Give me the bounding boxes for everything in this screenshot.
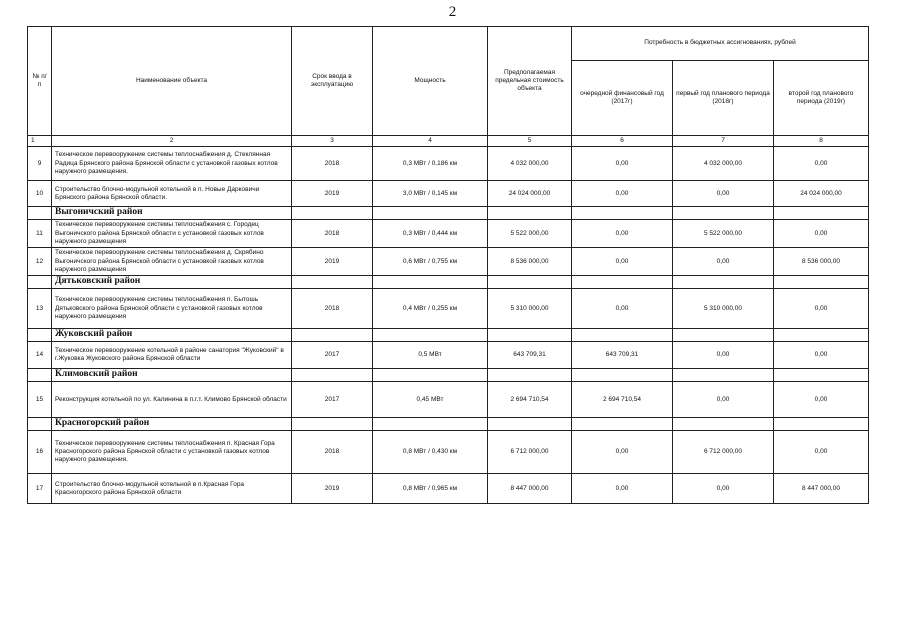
- commission-year: 2018: [292, 289, 373, 329]
- cost: 6 712 000,00: [488, 431, 572, 474]
- cost: 4 032 000,00: [488, 147, 572, 181]
- column-number: 3: [292, 136, 373, 147]
- commission-year: 2019: [292, 474, 373, 504]
- header-year-2017: очередной финансовый год (2017г): [572, 61, 673, 136]
- header-year-2019: второй год планового периода (2019г): [774, 61, 869, 136]
- object-name: Техническое перевооружение котельной в районе санатория "Жуковский" в г.Жуковка Жуковского района Брянской области: [52, 342, 292, 369]
- commission-year: 2019: [292, 248, 373, 276]
- budget-2018: 0,00: [673, 248, 774, 276]
- table-row: [28, 181, 869, 207]
- budget-2017: 0,00: [572, 431, 673, 474]
- budget-2019: 0,00: [774, 289, 869, 329]
- capacity: 0,3 МВт / 0,444 км: [373, 220, 488, 248]
- district-name: Жуковский район: [52, 329, 292, 342]
- table-row: [28, 220, 869, 248]
- budget-2018: 0,00: [673, 181, 774, 207]
- header-num: № п/п: [28, 27, 52, 136]
- commission-year: 2018: [292, 431, 373, 474]
- budget-2019: 0,00: [774, 220, 869, 248]
- column-number: 6: [572, 136, 673, 147]
- column-number: 2: [52, 136, 292, 147]
- cost: 5 522 000,00: [488, 220, 572, 248]
- table-row: [28, 342, 869, 369]
- object-name: Реконструкция котельной по ул. Калинина в п.г.т. Климово Брянской области: [52, 382, 292, 418]
- object-name: Техническое перевооружение системы теплоснабжения п. Красная Гора Красногорского района Брянской области с установкой газовых котлов наружного размещения.: [52, 431, 292, 474]
- capacity: 0,4 МВт / 0,255 км: [373, 289, 488, 329]
- budget-2017: 0,00: [572, 220, 673, 248]
- row-number: 15: [28, 382, 52, 418]
- district-name: Выгоничский район: [52, 207, 292, 220]
- row-number: 9: [28, 147, 52, 181]
- header-power: Мощность: [373, 27, 488, 136]
- budget-table: [27, 26, 869, 504]
- district-row: [28, 369, 869, 382]
- column-numbers-row: [28, 136, 869, 147]
- header-cost: Предполагаемая предельная стоимость объекта: [488, 27, 572, 136]
- district-row: [28, 207, 869, 220]
- budget-2019: 0,00: [774, 382, 869, 418]
- page-number: 2: [448, 4, 457, 20]
- cost: 8 536 000,00: [488, 248, 572, 276]
- object-name: Строительство блочно-модульной котельной в п. Новые Дарковичи Брянского района Брянской области.: [52, 181, 292, 207]
- capacity: 0,8 МВт / 0,430 км: [373, 431, 488, 474]
- budget-2018: 6 712 000,00: [673, 431, 774, 474]
- column-number: 7: [673, 136, 774, 147]
- object-name: Строительство блочно-модульной котельной в п.Красная Гора Красногорского района Брянской области: [52, 474, 292, 504]
- district-name: Климовский район: [52, 369, 292, 382]
- district-row: [28, 276, 869, 289]
- cost: 5 310 000,00: [488, 289, 572, 329]
- commission-year: 2018: [292, 147, 373, 181]
- budget-2019: 8 447 000,00: [774, 474, 869, 504]
- budget-2019: 0,00: [774, 342, 869, 369]
- capacity: 0,45 МВт: [373, 382, 488, 418]
- capacity: 0,5 МВт: [373, 342, 488, 369]
- table-row: [28, 248, 869, 276]
- commission-year: 2017: [292, 382, 373, 418]
- row-number: 10: [28, 181, 52, 207]
- capacity: 3,0 МВт / 0,145 км: [373, 181, 488, 207]
- budget-2017: 0,00: [572, 289, 673, 329]
- object-name: Техническое перевооружение системы теплоснабжения с. Городец Выгоничского района Брянской области с установкой газовых котлов наружного размещения: [52, 220, 292, 248]
- budget-2017: 2 694 710,54: [572, 382, 673, 418]
- table-row: [28, 431, 869, 474]
- capacity: 0,6 МВт / 0,755 км: [373, 248, 488, 276]
- row-number: 17: [28, 474, 52, 504]
- header-budget-group: Потребность в бюджетных ассигнованиях, рублей: [572, 27, 869, 61]
- district-name: Дятьковский район: [52, 276, 292, 289]
- budget-2018: 0,00: [673, 382, 774, 418]
- row-number: 16: [28, 431, 52, 474]
- budget-2017: 643 709,31: [572, 342, 673, 369]
- commission-year: 2018: [292, 220, 373, 248]
- capacity: 0,3 МВт / 0,186 км: [373, 147, 488, 181]
- table-row: [28, 289, 869, 329]
- district-row: [28, 418, 869, 431]
- object-name: Техническое перевооружение системы теплоснабжения п. Бытошь Дятьковского района Брянской области с установкой газовых котлов наружного размещения: [52, 289, 292, 329]
- table-row: [28, 474, 869, 504]
- object-name: Техническое перевооружение системы теплоснабжения д. Стеклянная Радица Брянского района Брянской области с установкой газовых котлов наружного размещения.: [52, 147, 292, 181]
- budget-2017: 0,00: [572, 248, 673, 276]
- district-name: Красногорский район: [52, 418, 292, 431]
- header-name: Наименование объекта: [52, 27, 292, 136]
- budget-2019: 8 536 000,00: [774, 248, 869, 276]
- cost: 2 694 710,54: [488, 382, 572, 418]
- column-number: 1: [28, 136, 52, 147]
- table-row: [28, 382, 869, 418]
- object-name: Техническое перевооружение системы теплоснабжения д. Скрябино Выгоничского района Брянской области с установкой газовых котлов наружного размещения: [52, 248, 292, 276]
- column-number: 8: [774, 136, 869, 147]
- district-row: [28, 329, 869, 342]
- budget-2019: 0,00: [774, 431, 869, 474]
- row-number: 13: [28, 289, 52, 329]
- row-number: 12: [28, 248, 52, 276]
- header-date: Срок ввода в эксплуатацию: [292, 27, 373, 136]
- column-number: 5: [488, 136, 572, 147]
- header-year-2018: первый год планового периода (2018г): [673, 61, 774, 136]
- commission-year: 2019: [292, 181, 373, 207]
- cost: 8 447 000,00: [488, 474, 572, 504]
- budget-2017: 0,00: [572, 181, 673, 207]
- cost: 24 024 000,00: [488, 181, 572, 207]
- budget-2017: 0,00: [572, 474, 673, 504]
- budget-2018: 0,00: [673, 474, 774, 504]
- budget-2018: 4 032 000,00: [673, 147, 774, 181]
- budget-2019: 24 024 000,00: [774, 181, 869, 207]
- budget-2019: 0,00: [774, 147, 869, 181]
- budget-2018: 5 522 000,00: [673, 220, 774, 248]
- budget-2018: 5 310 000,00: [673, 289, 774, 329]
- cost: 643 709,31: [488, 342, 572, 369]
- column-number: 4: [373, 136, 488, 147]
- commission-year: 2017: [292, 342, 373, 369]
- table-row: [28, 147, 869, 181]
- capacity: 0,8 МВт / 0,965 км: [373, 474, 488, 504]
- budget-2017: 0,00: [572, 147, 673, 181]
- row-number: 14: [28, 342, 52, 369]
- budget-2018: 0,00: [673, 342, 774, 369]
- row-number: 11: [28, 220, 52, 248]
